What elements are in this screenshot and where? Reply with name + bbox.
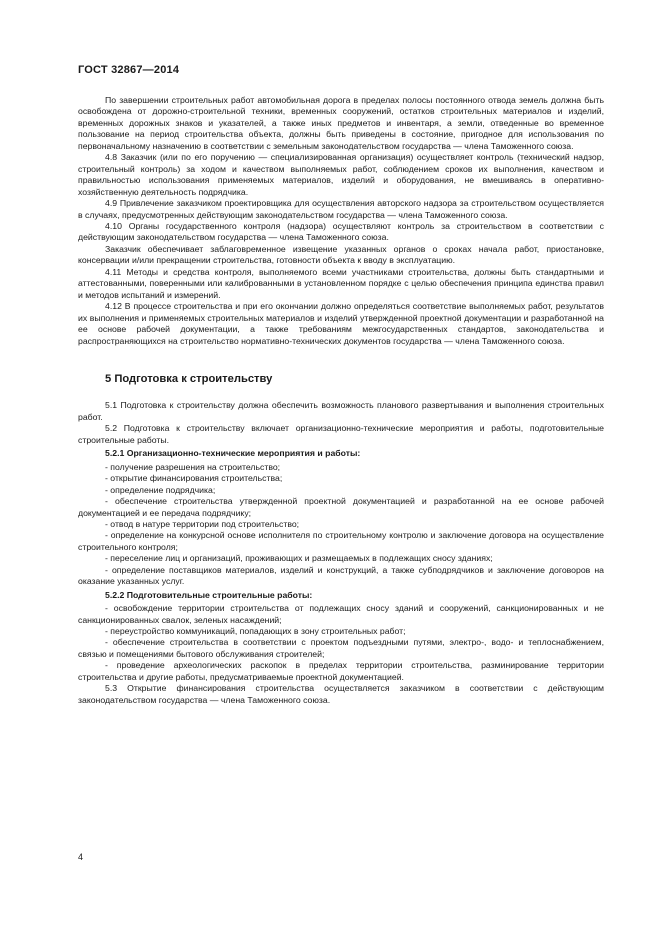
paragraph-intro: По завершении строительных работ автомобильная дорога в пределах полосы постоянного отвода земель должна быть освобождена от дорожно-строительной техники, временных сооружений, остатков строительных материалов и изделий, временных дорожных знаков и указателей, а также иных предметов и инвентаря, а земли, отведенные во временное пользование на период строительства объекта, должны быть приведены в состояние, пригодное для использования по первоначальному назначению в соответствии с земельным законодательством государства — члена Таможенного союза. <box>78 95 604 151</box>
list-item: - освобождение территории строительства от подлежащих сносу зданий и сооружений, санкционированных и не санкционированных свалок, зеленых насаждений; <box>78 603 604 625</box>
paragraph-5-3: 5.3 Открытие финансирования строительства осуществляется заказчиком в соответствии с действующим законодательством государства — члена Таможенного союза. <box>78 683 604 705</box>
paragraph-5-1: 5.1 Подготовка к строительству должна обеспечить возможность планового развертывания и выполнения строительных работ. <box>78 400 604 422</box>
paragraph-4-9: 4.9 Привлечение заказчиком проектировщика для осуществления авторского надзора за строительством осуществляется в случаях, предусмотренных действующим законодательством государства — члена Таможенного союза. <box>78 198 604 220</box>
paragraph-4-10: 4.10 Органы государственного контроля (надзора) осуществляют контроль за строительством в соответствии с действующим законодательством государства — члена Таможенного союза. <box>78 220 604 243</box>
list-item: - получение разрешения на строительство; <box>105 461 281 472</box>
paragraph-5-2: 5.2 Подготовка к строительству включает организационно-технические мероприятия и работы, подготовительные строительные работы. <box>78 423 604 445</box>
list-item: - обеспечение строительства в соответствии с проектом подъездными путями, электро-, водо- и теплоснабжением, связью и помещениями бытового обслуживания строителей; <box>78 637 604 659</box>
document-header: ГОСТ 32867—2014 <box>78 64 180 76</box>
page-number: 4 <box>78 852 84 862</box>
list-item: - переустройство коммуникаций, попадающих в зону строительных работ; <box>105 626 406 637</box>
list-item: - отвод в натуре территории под строительство; <box>105 518 300 529</box>
paragraph-4-8: 4.8 Заказчик (или по его поручению — специализированная организация) осуществляет контроль (технический надзор, строительный контроль) за ходом и качеством выполняемых работ, соблюдением сроков их выполнения, качеством и правильностью использования применяемых материалов, изделий и оборудования, не вмешиваясь в оперативно-хозяйственную деятельность подрядчика. <box>78 152 604 197</box>
paragraph-notification: Заказчик обеспечивает заблаговременное извещение указанных органов о сроках начала работ, приостановке, консервации и/или прекращении строительства, готовности объекта к вводу в эксплуатацию. <box>78 243 604 266</box>
subsection-5-2-1-heading: 5.2.1 Организационно-технические мероприятия и работы: <box>105 448 361 459</box>
list-item: - проведение археологических раскопок в пределах территории строительства, разминирование территории строительства и другие работы, предусматриваемые проектной документацией. <box>78 660 604 682</box>
list-item: - открытие финансирования строительства; <box>105 473 283 484</box>
list-item: - переселение лиц и организаций, проживающих и размещаемых в подлежащих сносу зданиях; <box>105 553 493 564</box>
subsection-5-2-2-heading: 5.2.2 Подготовительные строительные работы: <box>105 589 313 600</box>
paragraph-4-12: 4.12 В процессе строительства и при его окончании должно определяться соответствие выполняемых работ, результатов их выполнения и применяемых строительных материалов и изделий утвержденной проектной документации и разработанной на ее основе рабочей документации, а также требованиям межгосударственных стандартов, законодательства и распространяющихся на строительство нормативно-технических документов государства — члена Таможенного союза. <box>78 301 604 346</box>
list-item: - определение подрядчика; <box>105 484 216 495</box>
paragraph-4-11: 4.11 Методы и средства контроля, выполняемого всеми участниками строительства, должны быть стандартными и аттестованными, поверенными или калиброванными в установленном порядке с целью обеспечения принципа единства правил и методов испытаний и измерений. <box>78 266 604 300</box>
document-body <box>78 95 604 706</box>
list-item: - определение поставщиков материалов, изделий и конструкций, а также субподрядчиков и заключение договоров на оказание указанных услуг. <box>78 564 604 587</box>
list-item: - определение на конкурсной основе исполнителя по строительному контролю и заключение договора на осуществление строительного контроля; <box>78 530 604 552</box>
list-item: - обеспечение строительства утвержденной проектной документацией и разработанной на ее основе рабочей документацией и ее передача подрядчику; <box>78 496 604 518</box>
section-5-heading: 5 Подготовка к строительству <box>105 372 273 385</box>
